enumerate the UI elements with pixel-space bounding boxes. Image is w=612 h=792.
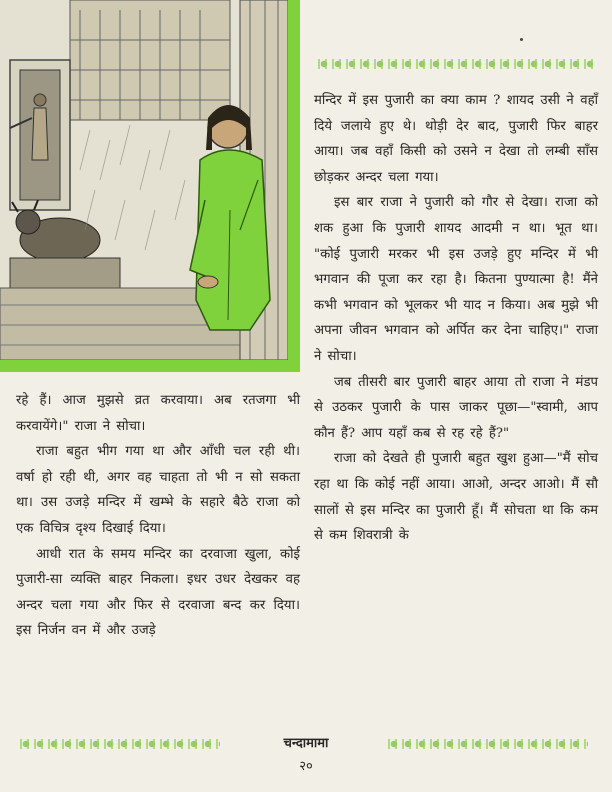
page-number: २० [299, 759, 313, 774]
print-speck [520, 38, 523, 41]
paragraph: आधी रात के समय मन्दिर का दरवाजा खुला, कोई पुजारी-सा व्यक्ति बाहर निकला। इधर उधर देखकर वह अन्दर चला गया और फिर से दरवाजा बन्द कर दिया। इस निर्जन वन में और उजड़े [16, 546, 300, 639]
left-text-column [16, 388, 300, 644]
paragraph: राजा बहुत भीग गया था और आँधी चल रही थी। वर्षा हो रही थी, अगर वह चाहता तो भी न सो सकता था। उस उजड़े मन्दिर में खम्भे के सहारे बैठे राजा को एक विचित्र दृश्य दिखाई दिया। [16, 444, 300, 536]
story-illustration [0, 0, 288, 360]
temple-night-scene-illustration [0, 0, 288, 360]
paragraph: जब तीसरी बार पुजारी बाहर आया तो राजा ने मंडप से उठकर पुजारी के पास जाकर पूछा—"स्वामी, आप कौन हैं? आप यहाँ कब से रह रहे हैं?" [314, 374, 598, 441]
magazine-name: चन्दामामा [283, 736, 329, 751]
story-illustration-frame [0, 0, 300, 372]
right-text-column [314, 88, 598, 549]
paragraph: रहे हैं। आज मुझसे व्रत करवाया। अब रतजगा भी करवायेंगे।" राजा ने सोचा। [16, 393, 300, 434]
decorative-vine-border-top [318, 59, 596, 69]
paragraph: राजा को देखते ही पुजारी बहुत खुश हुआ—"मैं सोच रहा था कि कोई नहीं आया। आओ, अन्दर आओ। मैं सौ सालों से इस मन्दिर का पुजारी हूँ। मैं सोचता था कि कम से कम शिवरात्री के [314, 451, 598, 544]
paragraph: मन्दिर में इस पुजारी का क्या काम ? शायद उसी ने वहाँ दिये जलाये हुए थे। थोड़ी देर बाद, पुजारी फिर बाहर आया। जब वहाँ किसी को उसने न देखा तो लम्बी साँस छोड़कर अन्दर चला गया। [314, 93, 598, 185]
paragraph: इस बार राजा ने पुजारी को गौर से देखा। राजा को शक हुआ कि पुजारी शायद आदमी न था। भूत था। "कोई पुजारी मरकर भी इस उजड़े हुए मन्दिर में भी भगवान की पूजा कर रहा है। कितना पुण्यात्मा है! मैंने कभी भगवान को भूलकर भी याद न किया। अब मुझे भी अपना जीवन भगवान को अर्पित कर देना चाहिए।" राजा ने सोचा। [314, 195, 598, 364]
